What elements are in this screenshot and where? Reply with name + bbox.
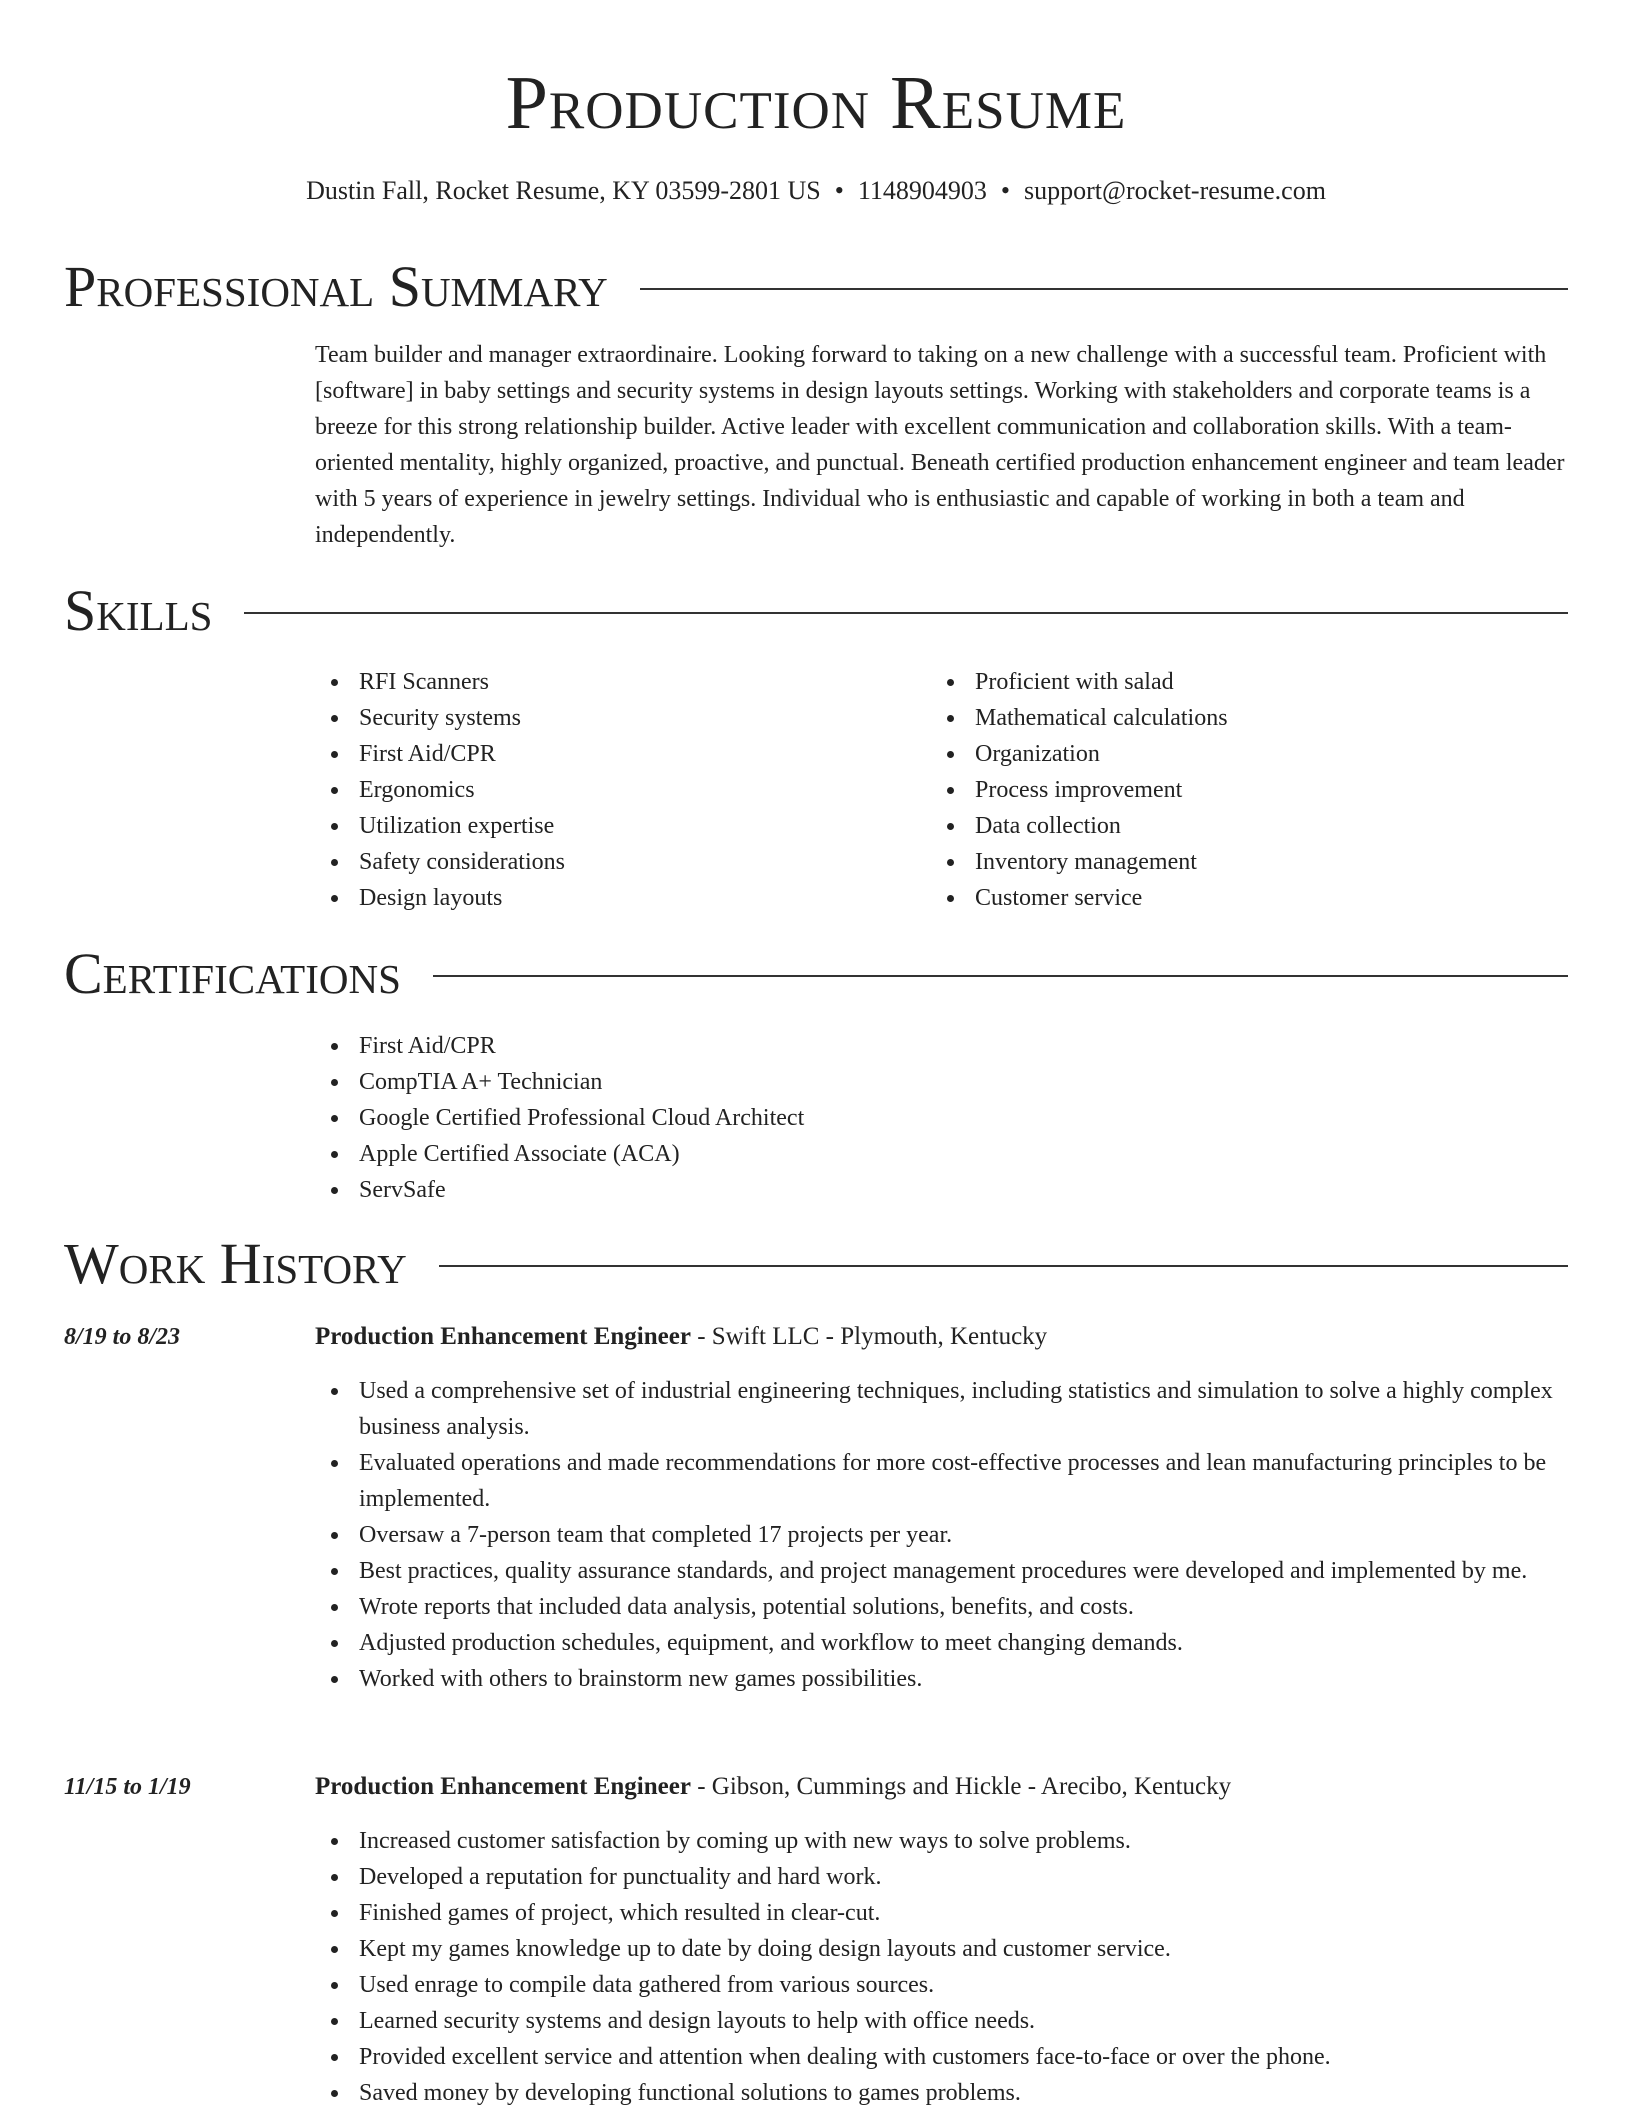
job-role: Production Enhancement Engineer — [315, 1323, 691, 1350]
section-work-history-header — [64, 1232, 1568, 1296]
section-heading: Professional Summary — [64, 254, 608, 319]
list-item: First Aid/CPR — [315, 736, 895, 772]
section-divider — [433, 975, 1568, 977]
contact-address: Dustin Fall, Rocket Resume, KY 03599-2801 US — [306, 176, 821, 205]
list-item: Mathematical calculations — [931, 700, 1511, 736]
list-item: Developed a reputation for punctuality and hard work. — [315, 1859, 1580, 1895]
certifications-list — [315, 1028, 1215, 1208]
job-dates: 11/15 to 1/19 — [64, 1774, 191, 1800]
job-heading — [315, 1319, 1575, 1355]
list-item: Safety considerations — [315, 844, 895, 880]
job-dash: - — [690, 1323, 712, 1350]
list-item: Organization — [931, 736, 1511, 772]
contact-line — [0, 173, 1632, 209]
list-item: Apple Certified Associate (ACA) — [315, 1136, 1215, 1172]
list-item: Customer service — [931, 880, 1511, 916]
list-item: Increased customer satisfaction by coming up with new ways to solve problems. — [315, 1823, 1580, 1859]
list-item: Utilization expertise — [315, 808, 895, 844]
list-item: Inventory management — [931, 844, 1511, 880]
page-title: Production Resume — [505, 61, 1127, 145]
contact-email: support@rocket-resume.com — [1024, 176, 1326, 205]
contact-separator: • — [834, 176, 844, 205]
list-item: Saved money by developing functional solutions to games problems. — [315, 2075, 1580, 2111]
list-item: Learned security systems and design layouts to help with office needs. — [315, 2003, 1580, 2039]
section-certifications-header — [64, 942, 1568, 1006]
job-company-location: Gibson, Cummings and Hickle - Arecibo, Kentucky — [711, 1773, 1232, 1800]
section-divider — [244, 612, 1568, 614]
list-item: Data collection — [931, 808, 1511, 844]
skills-list-right — [931, 664, 1511, 916]
list-item: Ergonomics — [315, 772, 895, 808]
list-item: CompTIA A+ Technician — [315, 1064, 1215, 1100]
list-item: Evaluated operations and made recommendations for more cost-effective processes and lean manufacturing principles to be implemented. — [315, 1445, 1580, 1517]
list-item: First Aid/CPR — [315, 1028, 1215, 1064]
job-heading — [315, 1769, 1575, 1805]
job-bullet-list — [315, 1823, 1580, 2111]
section-heading: Work History — [64, 1231, 407, 1296]
skills-list-left — [315, 664, 895, 916]
list-item: Used enrage to compile data gathered from various sources. — [315, 1967, 1580, 2003]
job-company-location: Swift LLC - Plymouth, Kentucky — [711, 1323, 1048, 1350]
section-skills-header — [64, 579, 1568, 643]
list-item: Worked with others to brainstorm new games possibilities. — [315, 1661, 1580, 1697]
section-divider — [640, 288, 1568, 290]
job-dash: - — [690, 1773, 712, 1800]
list-item: Google Certified Professional Cloud Architect — [315, 1100, 1215, 1136]
list-item: Finished games of project, which resulted in clear-cut. — [315, 1895, 1580, 1931]
section-summary-header — [64, 255, 1568, 319]
list-item: Adjusted production schedules, equipment, and workflow to meet changing demands. — [315, 1625, 1580, 1661]
summary-text: Team builder and manager extraordinaire. Looking forward to taking on a new challenge with a successful team. Proficient with [software] in baby settings and security systems in design layouts settings. Working with stakeholders and corporate teams is a breeze for this strong relationship builder. Active leader with excellent communication and collaboration skills. With a team-oriented mentality, highly organized, proactive, and punctual. Beneath certified production enhancement engineer and team leader with 5 years of experience in jewelry settings. Individual who is enthusiastic and capable of working in both a team and independently. — [315, 342, 1565, 548]
contact-phone: 1148904903 — [857, 176, 987, 205]
section-heading: Skills — [64, 578, 213, 643]
list-item: Process improvement — [931, 772, 1511, 808]
job-dates: 8/19 to 8/23 — [64, 1324, 181, 1350]
contact-separator: • — [1000, 176, 1011, 205]
list-item: Used a comprehensive set of industrial engineering techniques, including statistics and simulation to solve a highly complex business analysis. — [315, 1373, 1580, 1445]
section-divider — [439, 1265, 1568, 1267]
list-item: RFI Scanners — [315, 664, 895, 700]
list-item: Oversaw a 7-person team that completed 17 projects per year. — [315, 1517, 1580, 1553]
job-role: Production Enhancement Engineer — [315, 1773, 691, 1800]
section-heading: Certifications — [64, 941, 401, 1006]
list-item: Provided excellent service and attention when dealing with customers face-to-face or over the phone. — [315, 2039, 1580, 2075]
job-bullet-list — [315, 1373, 1580, 1697]
list-item: Wrote reports that included data analysis, potential solutions, benefits, and costs. — [315, 1589, 1580, 1625]
list-item: ServSafe — [315, 1172, 1215, 1208]
list-item: Best practices, quality assurance standards, and project management procedures were developed and implemented by me. — [315, 1553, 1580, 1589]
list-item: Kept my games knowledge up to date by doing design layouts and customer service. — [315, 1931, 1580, 1967]
list-item: Proficient with salad — [931, 664, 1511, 700]
list-item: Design layouts — [315, 880, 895, 916]
list-item: Security systems — [315, 700, 895, 736]
